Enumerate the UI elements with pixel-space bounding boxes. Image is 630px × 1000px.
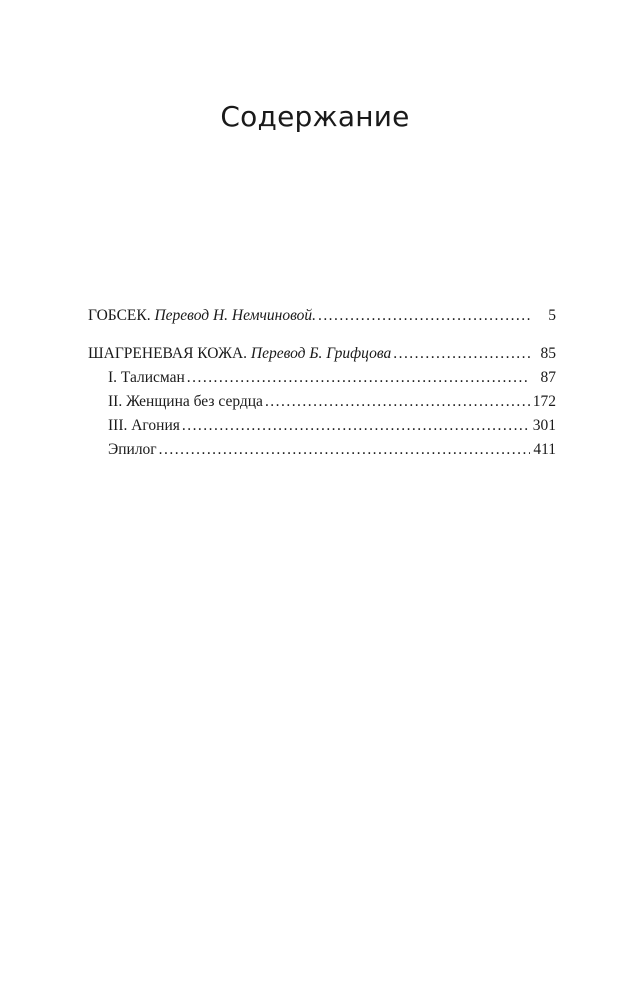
work-title: ШАГРЕНЕВАЯ КОЖА. [88,345,248,362]
toc-entry-gobsek[interactable] [88,304,556,328]
chapter-title: I. Талисман [108,369,185,386]
toc-entry-shagrin[interactable] [88,342,556,366]
toc-entry-chapter-1[interactable] [88,366,556,390]
page-number: 172 [532,393,556,410]
translator-credit: Перевод Б. Грифцова [250,345,392,362]
dot-leader [159,438,530,462]
toc-entry-label [88,304,316,328]
toc-entry-label [88,342,391,366]
page-title: Содержание [220,100,410,133]
chapter-title: III. Агония [108,417,180,434]
dot-leader [265,390,530,414]
dot-leader [318,304,530,328]
page-number: 301 [532,417,556,434]
dot-leader [182,414,530,438]
page-number: 87 [540,369,556,386]
dot-leader [393,342,530,366]
chapter-title: II. Женщина без сердца [108,393,263,410]
page-number: 411 [533,441,556,458]
toc-entry-chapter-3[interactable] [88,414,556,438]
dot-leader [187,366,530,390]
chapter-title: Эпилог [108,441,157,458]
toc-entry-chapter-2[interactable] [88,390,556,414]
toc-entry-epilogue[interactable] [88,438,556,462]
work-title: ГОБСЕК. [88,307,151,324]
page-number: 85 [540,345,556,362]
translator-credit: Перевод Н. Немчиновой. [154,307,316,324]
page-number: 5 [548,307,556,324]
table-of-contents [88,304,556,462]
